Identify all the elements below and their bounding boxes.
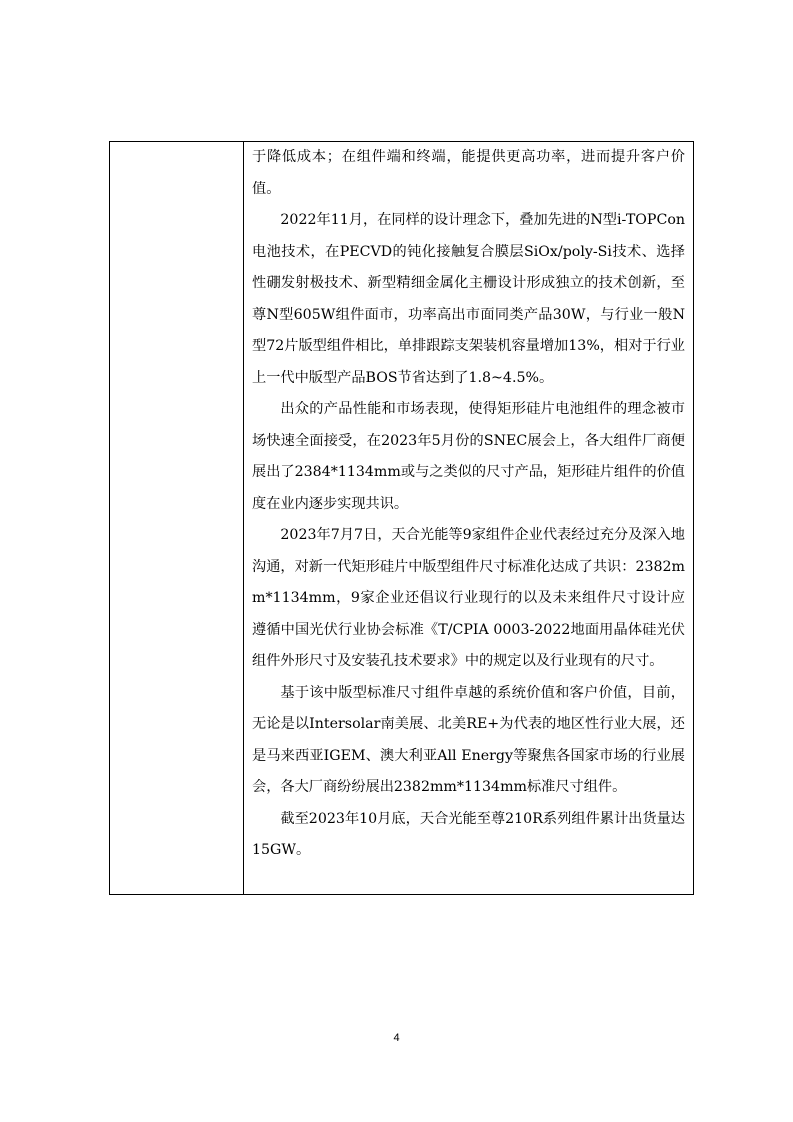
paragraph-continuation: 于降低成本；在组件端和终端，能提供更高功率，进而提升客户价值。 bbox=[252, 149, 685, 197]
left-label-cell bbox=[110, 142, 244, 895]
paragraph-snec-2023: 出众的产品性能和市场表现，使得矩形硅片电池组件的理念被市场快速全面接受，在2023年5月份的SNEC展会上，各大组件厂商便展出了2384*1134mm或与之类似的尺寸产品，矩形硅片组件的价值度在业内逐步实现共识。 bbox=[252, 401, 685, 512]
content-table bbox=[109, 141, 694, 895]
paragraph-topcon-2022: 2022年11月，在同样的设计理念下，叠加先进的N型i-TOPCon电池技术，在PECVD的钝化接触复合膜层SiOx/poly-Si技术、选择性硼发射极技术、新型精细金属化主栅设计形成独立的技术创新，至尊N型605W组件面市，功率高出市面同类产品30W，与行业一般N型72片版型组件相比，单排跟踪支架装机容量增加13%，相对于行业上一代中版型产品BOS节省达到了1.8~4.5%。 bbox=[252, 212, 685, 386]
table-row bbox=[110, 142, 694, 895]
content-body bbox=[244, 142, 693, 867]
paragraph-exhibitions: 基于该中版型标准尺寸组件卓越的系统价值和客户价值，目前，无论是以Intersolar南美展、北美RE+为代表的地区性行业大展，还是马来西亚IGEM、澳大利亚All Energy等聚焦各国家市场的行业展会，各大厂商纷纷展出2382mm*1134mm标准尺寸组件。 bbox=[252, 684, 685, 795]
paragraph-standardization: 2023年7月7日，天合光能等9家组件企业代表经过充分及深入地沟通，对新一代矩形硅片中版型组件尺寸标准化达成了共识：2382mm*1134mm，9家企业还倡议行业现行的以及未来组件尺寸设计应遵循中国光伏行业协会标准《T/CPIA 0003-2022地面用晶体硅光伏组件外形尺寸及安装孔技术要求》中的规定以及行业现有的尺寸。 bbox=[252, 527, 685, 669]
page-number: 4 bbox=[393, 1032, 400, 1044]
right-content-cell bbox=[244, 142, 694, 895]
paragraph-shipments: 截至2023年10月底，天合光能至尊210R系列组件累计出货量达15GW。 bbox=[252, 810, 685, 858]
